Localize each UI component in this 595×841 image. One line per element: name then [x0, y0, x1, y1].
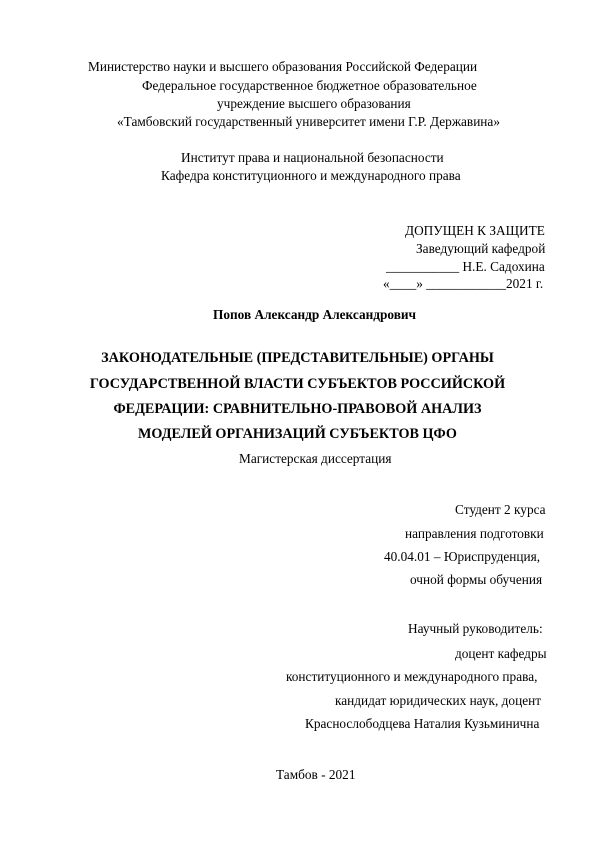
- university-name: «Тамбовский государственный университет имени Г.Р. Державина»: [117, 114, 500, 129]
- thesis-title-line-2: ГОСУДАРСТВЕННОЙ ВЛАСТИ СУБЪЕКТОВ РОССИЙСКОЙ: [89, 376, 506, 392]
- supervisor-name: Краснослободцева Наталия Кузьминична: [305, 716, 540, 731]
- supervisor-department: конституционного и международного права,: [286, 669, 538, 684]
- approval-date-line: «____» ____________2021 г.: [383, 276, 544, 291]
- thesis-title-line-4: МОДЕЛЕЙ ОРГАНИЗАЦИЙ СУБЪЕКТОВ ЦФО: [138, 426, 457, 442]
- institution-line-2: учреждение высшего образования: [217, 96, 411, 111]
- supervisor-degree: кандидат юридических наук, доцент: [335, 693, 542, 708]
- admitted-label: ДОПУЩЕН К ЗАЩИТЕ: [405, 223, 545, 238]
- student-direction: направления подготовки: [405, 526, 544, 541]
- supervisor-label: Научный руководитель:: [408, 621, 543, 636]
- signature-line: ___________ Н.Е. Садохина: [386, 259, 545, 274]
- department-name: Кафедра конституционного и международного права: [161, 168, 461, 183]
- city-year: Тамбов - 2021: [276, 767, 356, 782]
- thesis-type: Магистерская диссертация: [239, 451, 392, 466]
- student-study-form: очной формы обучения: [410, 572, 543, 587]
- thesis-title-line-1: ЗАКОНОДАТЕЛЬНЫЕ (ПРЕДСТАВИТЕЛЬНЫЕ) ОРГАНЫ: [101, 350, 494, 366]
- author-name: Попов Александр Александрович: [213, 307, 417, 322]
- head-of-department-label: Заведующий кафедрой: [416, 241, 546, 256]
- thesis-title-line-3: ФЕДЕРАЦИИ: СРАВНИТЕЛЬНО-ПРАВОВОЙ АНАЛИЗ: [113, 401, 482, 417]
- institute-name: Институт права и национальной безопасности: [181, 150, 444, 165]
- ministry-line: Министерство науки и высшего образования Российской Федерации: [88, 59, 478, 74]
- institution-line-1: Федеральное государственное бюджетное образовательное: [142, 78, 477, 93]
- student-program: 40.04.01 – Юриспруденция,: [384, 549, 541, 564]
- student-course: Студент 2 курса: [455, 502, 546, 517]
- supervisor-position: доцент кафедры: [455, 646, 547, 661]
